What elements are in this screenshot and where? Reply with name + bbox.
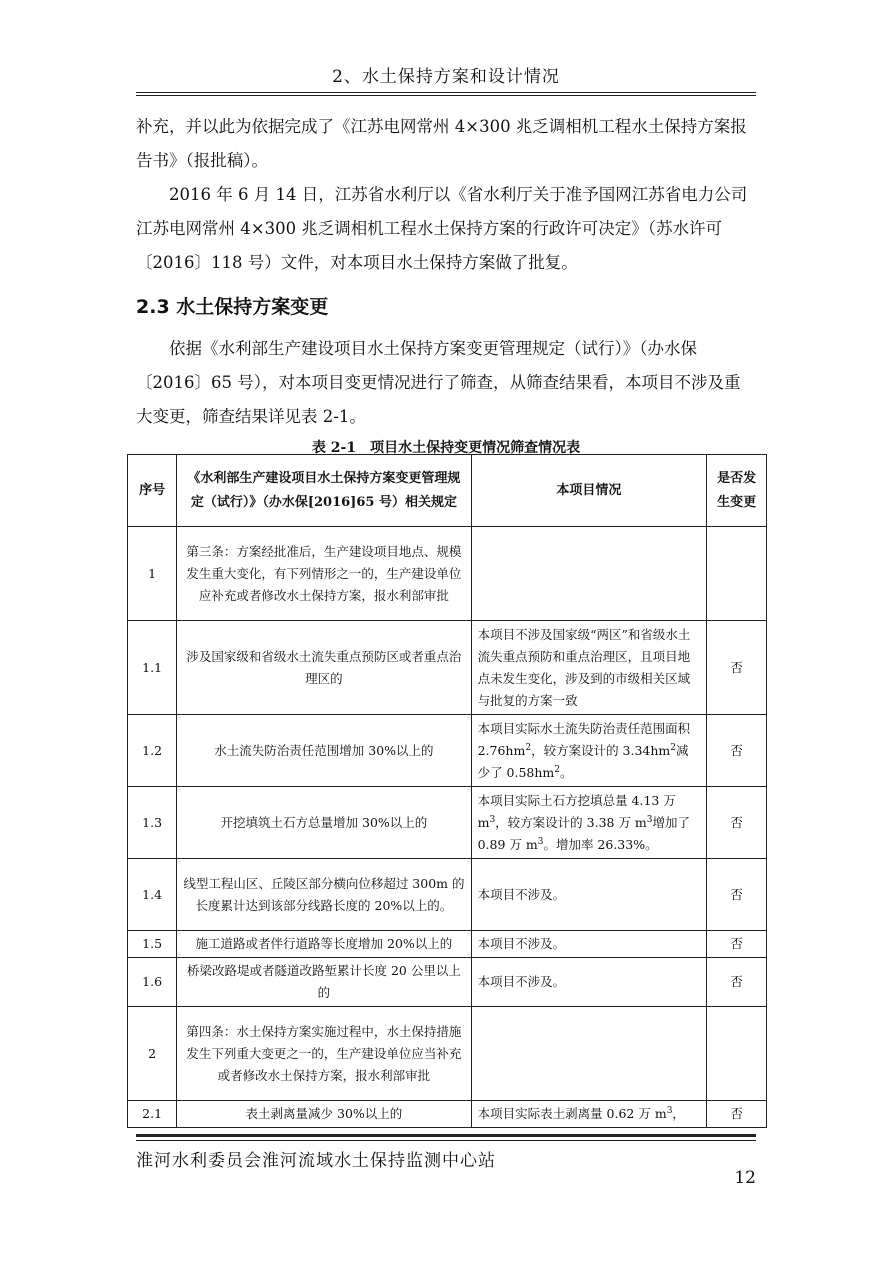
table-header-row: [128, 455, 767, 527]
row-changed: 否: [707, 859, 767, 931]
table-row: [128, 859, 767, 931]
row-rule: 水土流失防治责任范围增加 30%以上的: [177, 715, 471, 787]
row-project: 本项目不涉及。: [471, 859, 707, 931]
row-changed: 否: [707, 715, 767, 787]
project-text-part: 本项目实际土石方挖填总量 4.13 万 m: [477, 792, 676, 830]
row-rule: 开挖填筑土石方总量增加 30%以上的: [177, 787, 471, 859]
row-no: 2.1: [128, 1101, 177, 1128]
table-row: [128, 1101, 767, 1128]
row-changed: 否: [707, 958, 767, 1007]
header-changed: 是否发生变更: [707, 455, 767, 527]
row-rule: 桥梁改路堤或者隧道改路堑累计长度 20 公里以上的: [177, 958, 471, 1007]
table-row: [128, 931, 767, 958]
paragraph-2: 2016 年 6 月 14 日，江苏省水利厅以《省水利厅关于准予国网江苏省电力公司江苏电网常州 4×300 兆乏调相机工程水土保持方案的行政许可决定》（苏水许可〔2016〕118 号）文件，对本项目水土保持方案做了批复。: [136, 185, 748, 272]
row-project: 本项目不涉及。: [471, 958, 707, 1007]
row-no: 1: [128, 527, 177, 621]
header-project: 本项目情况: [471, 455, 707, 527]
row-no: 1.6: [128, 958, 177, 1007]
section-heading: 2.3 水土保持方案变更: [136, 296, 329, 318]
row-no: 1.3: [128, 787, 177, 859]
project-text-part: 本项目实际水土流失防治责任范围面积 2.76hm: [477, 720, 691, 758]
row-changed: 否: [707, 787, 767, 859]
project-text-part: 增加了 0.89 万 m: [477, 814, 691, 852]
table-row: [128, 527, 767, 621]
row-project: [471, 715, 707, 787]
paragraph-approval: [136, 178, 756, 280]
table-caption: 表 2-1 项目水土保持变更情况筛查情况表: [311, 440, 581, 456]
header-rule: [136, 92, 756, 93]
table-row: [128, 958, 767, 1007]
row-changed: 否: [707, 931, 767, 958]
row-changed: [707, 527, 767, 621]
row-rule: 施工道路或者伴行道路等长度增加 20%以上的: [177, 931, 471, 958]
superscript-unit: 2: [525, 742, 532, 753]
paragraph-1: 补充，并以此为依据完成了《江苏电网常州 4×300 兆乏调相机工程水土保持方案报告书》（报批稿）。: [136, 117, 747, 170]
row-no: 1.1: [128, 621, 177, 715]
row-rule: 表土剥离量减少 30%以上的: [177, 1101, 471, 1128]
table-row: [128, 1007, 767, 1101]
row-project: 本项目不涉及。: [471, 931, 707, 958]
footer-organization: 淮河水利委员会淮河流域水土保持监测中心站: [136, 1151, 496, 1171]
row-project: [471, 787, 707, 859]
paragraph-3: 依据《水利部生产建设项目水土保持方案变更管理规定（试行）》（办水保〔2016〕65 号），对本项目变更情况进行了筛查，从筛查结果看，本项目不涉及重大变更，筛查结果详见表 2-1。: [136, 339, 741, 426]
project-text-part: 。增加率 26.33%。: [543, 836, 658, 852]
paragraph-continuation: [136, 110, 756, 178]
page-number: 12: [734, 1168, 756, 1188]
row-changed: 否: [707, 621, 767, 715]
superscript-unit: 3: [646, 814, 653, 825]
project-text-part: 本项目实际表土剥离量 0.62 万 m: [477, 1106, 667, 1121]
row-project: [471, 1007, 707, 1101]
table-row: [128, 787, 767, 859]
row-rule: 线型工程山区、丘陵区部分横向位移超过 300m 的长度累计达到该部分线路长度的 20%以上的。: [177, 859, 471, 931]
table-row: [128, 715, 767, 787]
row-changed: 否: [707, 1101, 767, 1128]
superscript-unit: 3: [489, 814, 496, 825]
header-rule-text: 《水利部生产建设项目水土保持方案变更管理规定（试行）》（办水保[2016]65 号）相关规定: [177, 455, 471, 527]
project-text-part: 。: [560, 764, 573, 780]
row-project: 本项目不涉及国家级“两区”和省级水土流失重点预防和重点治理区，且项目地点未发生变化，涉及到的市级相关区域与批复的方案一致: [471, 621, 707, 715]
row-no: 2: [128, 1007, 177, 1101]
row-rule: 涉及国家级和省级水土流失重点预防区或者重点治理区的: [177, 621, 471, 715]
header-rule-second: [136, 95, 756, 96]
project-text-part: ，: [672, 1106, 685, 1121]
superscript-unit: 2: [554, 764, 561, 775]
project-text-part: ，较方案设计的 3.34hm: [531, 742, 671, 758]
footer-rule-second: [136, 1140, 756, 1141]
header-no: 序号: [128, 455, 177, 527]
superscript-unit: 3: [666, 1105, 673, 1116]
row-no: 1.4: [128, 859, 177, 931]
project-text-part: ，较方案设计的 3.38 万 m: [495, 814, 647, 830]
row-rule: 第四条：水土保持方案实施过程中，水土保持措施发生下列重大变更之一的，生产建设单位应当补充或者修改水土保持方案，报水利部审批: [177, 1007, 471, 1101]
footer-rule: [136, 1134, 756, 1137]
table-row: [128, 621, 767, 715]
row-changed: [707, 1007, 767, 1101]
row-rule: 第三条：方案经批准后，生产建设项目地点、规模发生重大变化，有下列情形之一的，生产建设单位应补充或者修改水土保持方案，报水利部审批: [177, 527, 471, 621]
row-project: [471, 1101, 707, 1128]
row-project: [471, 527, 707, 621]
superscript-unit: 3: [537, 836, 544, 847]
project-text-part: 减少了 0.58hm: [477, 742, 689, 780]
chapter-header: 2、水土保持方案和设计情况: [332, 67, 560, 87]
row-no: 1.2: [128, 715, 177, 787]
change-screening-table: [127, 454, 767, 1128]
paragraph-change: [136, 332, 756, 434]
superscript-unit: 2: [670, 742, 677, 753]
row-no: 1.5: [128, 931, 177, 958]
